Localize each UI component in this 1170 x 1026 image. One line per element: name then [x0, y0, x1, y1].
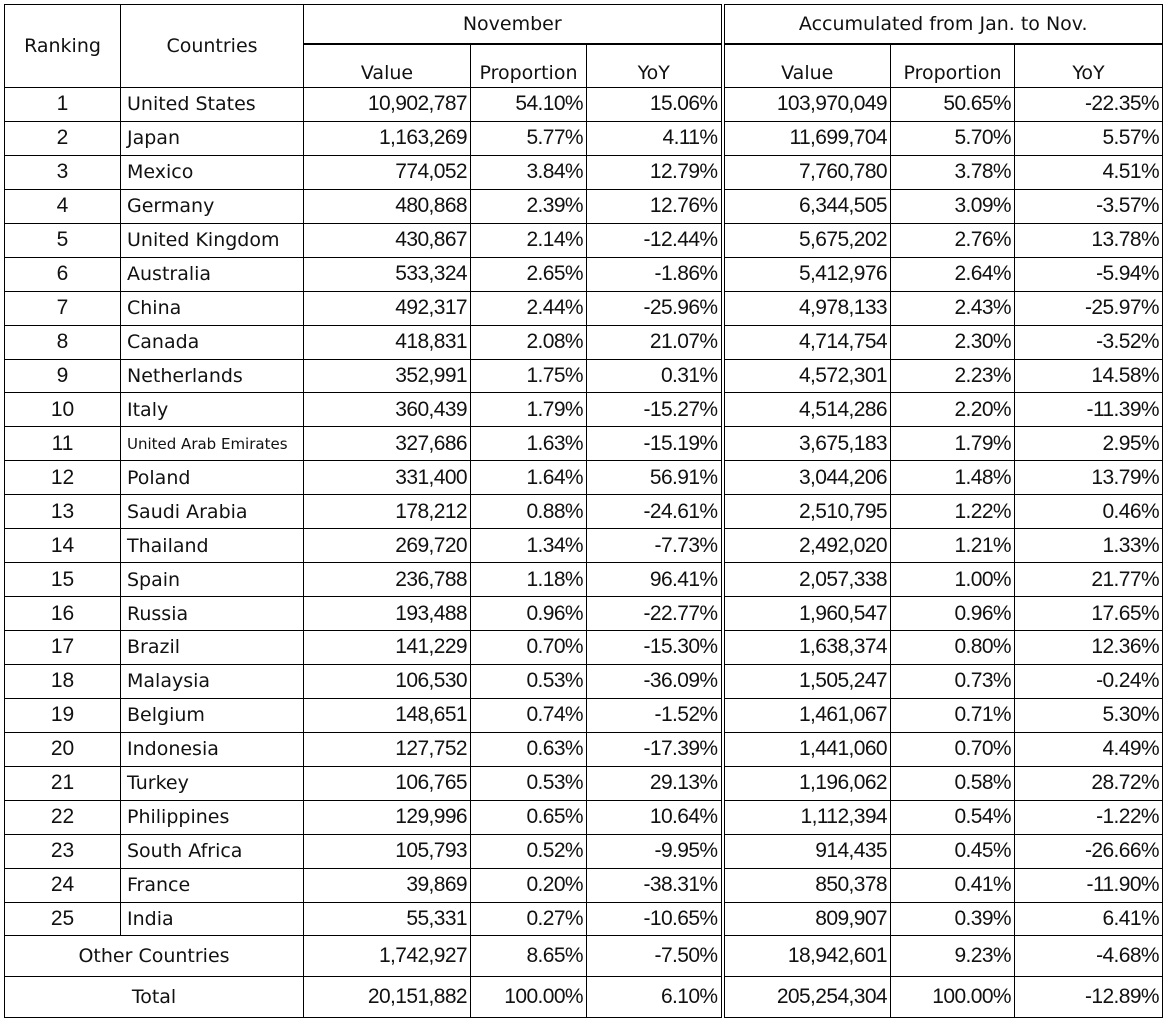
- acc-value: 5,412,976: [723, 257, 891, 291]
- header-nov-yoy: YoY: [587, 44, 723, 88]
- nov-value: 106,530: [304, 664, 471, 698]
- header-acc-yoy: YoY: [1015, 44, 1163, 88]
- table-body: [5, 88, 1163, 1018]
- nov-proportion: 0.96%: [471, 597, 587, 631]
- table-row: [5, 495, 1163, 529]
- nov-proportion: 2.08%: [471, 325, 587, 359]
- acc-proportion: 1.21%: [891, 529, 1015, 563]
- acc-yoy: -1.22%: [1015, 800, 1163, 834]
- nov-value: 418,831: [304, 325, 471, 359]
- nov-proportion: 1.34%: [471, 529, 587, 563]
- rank-cell: 16: [5, 597, 121, 631]
- rank-cell: 25: [5, 902, 121, 936]
- acc-value: 6,344,505: [723, 189, 891, 223]
- country-name: France: [121, 868, 304, 902]
- total-nov-yoy: 6.10%: [587, 977, 723, 1018]
- acc-proportion: 2.20%: [891, 393, 1015, 427]
- rank-cell: 3: [5, 155, 121, 189]
- rank-cell: 8: [5, 325, 121, 359]
- nov-value: 127,752: [304, 732, 471, 766]
- acc-value: 1,196,062: [723, 766, 891, 800]
- table-row: [5, 902, 1163, 936]
- nov-value: 55,331: [304, 902, 471, 936]
- nov-value: 106,765: [304, 766, 471, 800]
- total-label: Total: [5, 977, 304, 1018]
- nov-value: 141,229: [304, 631, 471, 665]
- nov-proportion: 1.63%: [471, 427, 587, 461]
- total-nov-proportion: 100.00%: [471, 977, 587, 1018]
- acc-value: 2,492,020: [723, 529, 891, 563]
- acc-yoy: -5.94%: [1015, 257, 1163, 291]
- acc-yoy: 4.49%: [1015, 732, 1163, 766]
- nov-value: 1,163,269: [304, 121, 471, 155]
- country-name: Malaysia: [121, 664, 304, 698]
- header-countries: Countries: [121, 5, 304, 88]
- acc-proportion: 3.78%: [891, 155, 1015, 189]
- acc-proportion: 0.96%: [891, 597, 1015, 631]
- other-acc-yoy: -4.68%: [1015, 936, 1163, 977]
- acc-yoy: 13.78%: [1015, 223, 1163, 257]
- country-name: India: [121, 902, 304, 936]
- rank-cell: 20: [5, 732, 121, 766]
- acc-proportion: 50.65%: [891, 88, 1015, 122]
- acc-yoy: -11.39%: [1015, 393, 1163, 427]
- acc-proportion: 0.73%: [891, 664, 1015, 698]
- rank-cell: 24: [5, 868, 121, 902]
- header-nov-proportion: Proportion: [471, 44, 587, 88]
- nov-yoy: -7.73%: [587, 529, 723, 563]
- acc-value: 5,675,202: [723, 223, 891, 257]
- table-row: [5, 766, 1163, 800]
- nov-proportion: 2.14%: [471, 223, 587, 257]
- rank-cell: 11: [5, 427, 121, 461]
- total-nov-value: 20,151,882: [304, 977, 471, 1018]
- rank-cell: 15: [5, 563, 121, 597]
- acc-proportion: 1.00%: [891, 563, 1015, 597]
- header-acc-value: Value: [723, 44, 891, 88]
- nov-value: 10,902,787: [304, 88, 471, 122]
- rank-cell: 21: [5, 766, 121, 800]
- table-header: [5, 5, 1163, 88]
- acc-yoy: 28.72%: [1015, 766, 1163, 800]
- country-name: Belgium: [121, 698, 304, 732]
- nov-value: 492,317: [304, 291, 471, 325]
- country-name: China: [121, 291, 304, 325]
- acc-yoy: 1.33%: [1015, 529, 1163, 563]
- nov-yoy: -10.65%: [587, 902, 723, 936]
- acc-yoy: 4.51%: [1015, 155, 1163, 189]
- other-nov-proportion: 8.65%: [471, 936, 587, 977]
- nov-value: 148,651: [304, 698, 471, 732]
- table-row: [5, 800, 1163, 834]
- acc-yoy: -3.57%: [1015, 189, 1163, 223]
- acc-yoy: 14.58%: [1015, 359, 1163, 393]
- nov-yoy: 21.07%: [587, 325, 723, 359]
- country-name: Canada: [121, 325, 304, 359]
- table-row: [5, 223, 1163, 257]
- acc-value: 3,044,206: [723, 461, 891, 495]
- table-row: [5, 631, 1163, 665]
- country-name: Germany: [121, 189, 304, 223]
- nov-yoy: -1.52%: [587, 698, 723, 732]
- acc-value: 7,760,780: [723, 155, 891, 189]
- country-name: Italy: [121, 393, 304, 427]
- total-acc-yoy: -12.89%: [1015, 977, 1163, 1018]
- nov-proportion: 0.70%: [471, 631, 587, 665]
- acc-value: 4,978,133: [723, 291, 891, 325]
- country-name: Brazil: [121, 631, 304, 665]
- nov-yoy: 15.06%: [587, 88, 723, 122]
- header-accumulated: Accumulated from Jan. to Nov.: [723, 5, 1163, 45]
- table-row: [5, 461, 1163, 495]
- nov-value: 352,991: [304, 359, 471, 393]
- nov-yoy: 29.13%: [587, 766, 723, 800]
- acc-proportion: 5.70%: [891, 121, 1015, 155]
- rank-cell: 12: [5, 461, 121, 495]
- acc-proportion: 0.58%: [891, 766, 1015, 800]
- table-row: [5, 597, 1163, 631]
- acc-proportion: 1.79%: [891, 427, 1015, 461]
- nov-yoy: -1.86%: [587, 257, 723, 291]
- nov-proportion: 0.20%: [471, 868, 587, 902]
- acc-proportion: 0.54%: [891, 800, 1015, 834]
- acc-yoy: 21.77%: [1015, 563, 1163, 597]
- rank-cell: 22: [5, 800, 121, 834]
- rank-cell: 4: [5, 189, 121, 223]
- acc-value: 1,960,547: [723, 597, 891, 631]
- acc-proportion: 2.30%: [891, 325, 1015, 359]
- other-countries-row: [5, 936, 1163, 977]
- nov-value: 269,720: [304, 529, 471, 563]
- nov-yoy: -25.96%: [587, 291, 723, 325]
- rank-cell: 6: [5, 257, 121, 291]
- table-row: [5, 121, 1163, 155]
- header-ranking: Ranking: [5, 5, 121, 88]
- nov-proportion: 0.63%: [471, 732, 587, 766]
- country-name: Thailand: [121, 529, 304, 563]
- rank-cell: 10: [5, 393, 121, 427]
- nov-value: 480,868: [304, 189, 471, 223]
- nov-proportion: 3.84%: [471, 155, 587, 189]
- acc-value: 1,461,067: [723, 698, 891, 732]
- nov-proportion: 0.52%: [471, 834, 587, 868]
- acc-yoy: -0.24%: [1015, 664, 1163, 698]
- acc-yoy: 5.30%: [1015, 698, 1163, 732]
- header-nov-value: Value: [304, 44, 471, 88]
- table-row: [5, 393, 1163, 427]
- nov-value: 178,212: [304, 495, 471, 529]
- nov-yoy: -15.19%: [587, 427, 723, 461]
- table-row: [5, 88, 1163, 122]
- acc-value: 3,675,183: [723, 427, 891, 461]
- ranking-table: [4, 4, 1163, 1018]
- table-row: [5, 189, 1163, 223]
- acc-value: 809,907: [723, 902, 891, 936]
- country-name: United States: [121, 88, 304, 122]
- acc-value: 4,514,286: [723, 393, 891, 427]
- table-row: [5, 529, 1163, 563]
- rank-cell: 23: [5, 834, 121, 868]
- rank-cell: 7: [5, 291, 121, 325]
- header-november: November: [304, 5, 723, 45]
- acc-proportion: 0.39%: [891, 902, 1015, 936]
- other-acc-value: 18,942,601: [723, 936, 891, 977]
- table-row: [5, 257, 1163, 291]
- table-row: [5, 698, 1163, 732]
- acc-value: 1,638,374: [723, 631, 891, 665]
- acc-proportion: 1.48%: [891, 461, 1015, 495]
- total-acc-value: 205,254,304: [723, 977, 891, 1018]
- other-nov-value: 1,742,927: [304, 936, 471, 977]
- acc-value: 850,378: [723, 868, 891, 902]
- nov-proportion: 0.65%: [471, 800, 587, 834]
- nov-value: 430,867: [304, 223, 471, 257]
- nov-proportion: 54.10%: [471, 88, 587, 122]
- rank-cell: 13: [5, 495, 121, 529]
- acc-yoy: 13.79%: [1015, 461, 1163, 495]
- nov-value: 533,324: [304, 257, 471, 291]
- nov-yoy: 96.41%: [587, 563, 723, 597]
- nov-yoy: -36.09%: [587, 664, 723, 698]
- table-row: [5, 563, 1163, 597]
- acc-proportion: 1.22%: [891, 495, 1015, 529]
- rank-cell: 14: [5, 529, 121, 563]
- country-name: Saudi Arabia: [121, 495, 304, 529]
- table-row: [5, 868, 1163, 902]
- country-name: Spain: [121, 563, 304, 597]
- country-name: Indonesia: [121, 732, 304, 766]
- acc-proportion: 0.70%: [891, 732, 1015, 766]
- total-acc-proportion: 100.00%: [891, 977, 1015, 1018]
- acc-proportion: 0.41%: [891, 868, 1015, 902]
- nov-value: 360,439: [304, 393, 471, 427]
- nov-proportion: 1.64%: [471, 461, 587, 495]
- nov-yoy: 56.91%: [587, 461, 723, 495]
- nov-value: 39,869: [304, 868, 471, 902]
- header-acc-proportion: Proportion: [891, 44, 1015, 88]
- nov-proportion: 0.53%: [471, 766, 587, 800]
- country-name: United Arab Emirates: [121, 427, 304, 461]
- acc-proportion: 2.76%: [891, 223, 1015, 257]
- nov-proportion: 2.39%: [471, 189, 587, 223]
- acc-value: 1,505,247: [723, 664, 891, 698]
- country-name: Netherlands: [121, 359, 304, 393]
- country-name: Mexico: [121, 155, 304, 189]
- nov-proportion: 2.44%: [471, 291, 587, 325]
- country-name: Turkey: [121, 766, 304, 800]
- acc-yoy: 0.46%: [1015, 495, 1163, 529]
- rank-cell: 19: [5, 698, 121, 732]
- acc-yoy: 17.65%: [1015, 597, 1163, 631]
- other-acc-proportion: 9.23%: [891, 936, 1015, 977]
- nov-value: 327,686: [304, 427, 471, 461]
- table-row: [5, 291, 1163, 325]
- other-label: Other Countries: [5, 936, 304, 977]
- table-row: [5, 325, 1163, 359]
- acc-yoy: 5.57%: [1015, 121, 1163, 155]
- acc-yoy: -3.52%: [1015, 325, 1163, 359]
- nov-yoy: 4.11%: [587, 121, 723, 155]
- rank-cell: 17: [5, 631, 121, 665]
- acc-yoy: -11.90%: [1015, 868, 1163, 902]
- nov-proportion: 0.53%: [471, 664, 587, 698]
- table-row: [5, 427, 1163, 461]
- acc-yoy: 12.36%: [1015, 631, 1163, 665]
- table-row: [5, 834, 1163, 868]
- nov-proportion: 1.79%: [471, 393, 587, 427]
- acc-value: 4,572,301: [723, 359, 891, 393]
- acc-yoy: -26.66%: [1015, 834, 1163, 868]
- country-name: United Kingdom: [121, 223, 304, 257]
- acc-value: 103,970,049: [723, 88, 891, 122]
- acc-yoy: -25.97%: [1015, 291, 1163, 325]
- rank-cell: 18: [5, 664, 121, 698]
- acc-yoy: 6.41%: [1015, 902, 1163, 936]
- nov-yoy: 0.31%: [587, 359, 723, 393]
- acc-proportion: 2.64%: [891, 257, 1015, 291]
- nov-value: 236,788: [304, 563, 471, 597]
- nov-yoy: -22.77%: [587, 597, 723, 631]
- country-name: Poland: [121, 461, 304, 495]
- acc-value: 1,441,060: [723, 732, 891, 766]
- nov-proportion: 1.18%: [471, 563, 587, 597]
- acc-proportion: 3.09%: [891, 189, 1015, 223]
- nov-yoy: -12.44%: [587, 223, 723, 257]
- country-name: South Africa: [121, 834, 304, 868]
- acc-value: 11,699,704: [723, 121, 891, 155]
- nov-yoy: -24.61%: [587, 495, 723, 529]
- country-name: Australia: [121, 257, 304, 291]
- acc-yoy: -22.35%: [1015, 88, 1163, 122]
- nov-proportion: 2.65%: [471, 257, 587, 291]
- acc-value: 914,435: [723, 834, 891, 868]
- nov-yoy: 10.64%: [587, 800, 723, 834]
- rank-cell: 5: [5, 223, 121, 257]
- nov-proportion: 5.77%: [471, 121, 587, 155]
- nov-proportion: 0.88%: [471, 495, 587, 529]
- table-row: [5, 732, 1163, 766]
- table-row: [5, 155, 1163, 189]
- nov-value: 129,996: [304, 800, 471, 834]
- nov-proportion: 1.75%: [471, 359, 587, 393]
- nov-yoy: 12.79%: [587, 155, 723, 189]
- nov-value: 774,052: [304, 155, 471, 189]
- acc-proportion: 0.80%: [891, 631, 1015, 665]
- acc-value: 2,510,795: [723, 495, 891, 529]
- country-name: Russia: [121, 597, 304, 631]
- acc-value: 4,714,754: [723, 325, 891, 359]
- nov-yoy: -38.31%: [587, 868, 723, 902]
- nov-value: 105,793: [304, 834, 471, 868]
- acc-proportion: 0.45%: [891, 834, 1015, 868]
- table-row: [5, 664, 1163, 698]
- nov-yoy: -9.95%: [587, 834, 723, 868]
- rank-cell: 1: [5, 88, 121, 122]
- nov-yoy: -17.39%: [587, 732, 723, 766]
- country-name: Philippines: [121, 800, 304, 834]
- nov-yoy: 12.76%: [587, 189, 723, 223]
- acc-proportion: 2.23%: [891, 359, 1015, 393]
- acc-value: 1,112,394: [723, 800, 891, 834]
- nov-yoy: -15.30%: [587, 631, 723, 665]
- acc-value: 2,057,338: [723, 563, 891, 597]
- acc-proportion: 0.71%: [891, 698, 1015, 732]
- rank-cell: 2: [5, 121, 121, 155]
- acc-yoy: 2.95%: [1015, 427, 1163, 461]
- acc-proportion: 2.43%: [891, 291, 1015, 325]
- rank-cell: 9: [5, 359, 121, 393]
- nov-yoy: -15.27%: [587, 393, 723, 427]
- other-nov-yoy: -7.50%: [587, 936, 723, 977]
- table-row: [5, 359, 1163, 393]
- total-row: [5, 977, 1163, 1018]
- country-name: Japan: [121, 121, 304, 155]
- nov-proportion: 0.27%: [471, 902, 587, 936]
- nov-value: 331,400: [304, 461, 471, 495]
- nov-value: 193,488: [304, 597, 471, 631]
- nov-proportion: 0.74%: [471, 698, 587, 732]
